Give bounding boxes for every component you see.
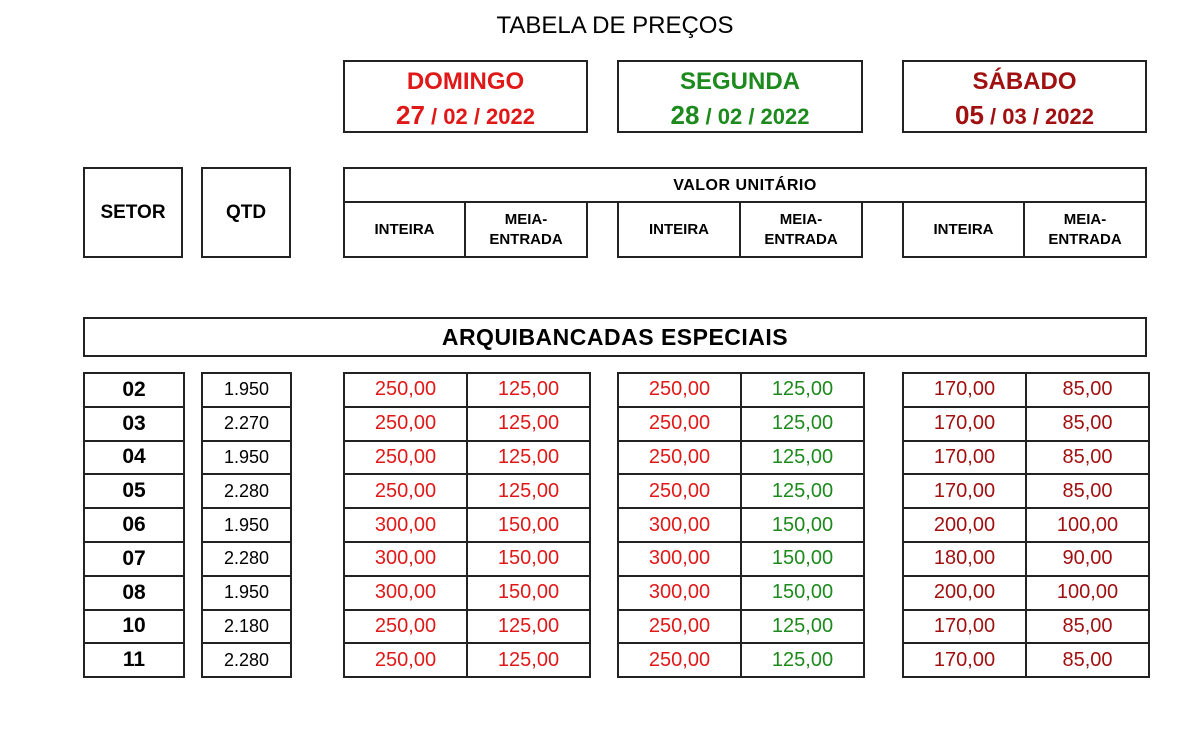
inteira-price-cell: 250,00: [618, 643, 741, 677]
table-row: [202, 474, 291, 508]
meia-price-cell: 85,00: [1026, 373, 1149, 407]
table-row: [84, 474, 184, 508]
meia-price-cell: 100,00: [1026, 576, 1149, 610]
table-row: [344, 576, 590, 610]
setor-cell: 04: [84, 441, 184, 475]
inteira-price-cell: 250,00: [618, 610, 741, 644]
setor-header: SETOR: [83, 167, 183, 258]
col-headers-domingo: [343, 201, 588, 258]
table-row: [344, 542, 590, 576]
table-row: [202, 610, 291, 644]
table-row: [903, 441, 1149, 475]
table-row: [618, 576, 864, 610]
date-box-sabado: [902, 60, 1147, 133]
meia-price-cell: 85,00: [1026, 610, 1149, 644]
table-row: [202, 576, 291, 610]
meia-price-cell: 125,00: [467, 474, 590, 508]
meia-price-cell: 150,00: [741, 542, 864, 576]
table-row: [903, 576, 1149, 610]
meia-price-cell: 150,00: [467, 576, 590, 610]
meia-price-cell: 125,00: [741, 643, 864, 677]
table-row: [202, 643, 291, 677]
meia-entrada-header: MEIA- ENTRADA: [489, 210, 563, 248]
table-row: [618, 542, 864, 576]
inteira-price-cell: 250,00: [344, 643, 467, 677]
qtd-cell: 1.950: [202, 508, 291, 542]
meia-entrada-header: MEIA- ENTRADA: [764, 210, 838, 248]
table-row: [344, 508, 590, 542]
table-row: [202, 407, 291, 441]
table-row: [202, 542, 291, 576]
table-row: [202, 441, 291, 475]
qtd-cell: 2.280: [202, 542, 291, 576]
meia-price-cell: 85,00: [1026, 441, 1149, 475]
inteira-price-cell: 250,00: [344, 373, 467, 407]
inteira-price-cell: 200,00: [903, 576, 1026, 610]
inteira-price-cell: 300,00: [618, 542, 741, 576]
inteira-header: INTEIRA: [904, 203, 1025, 256]
day-date: 27 / 02 / 2022: [395, 100, 535, 130]
inteira-price-cell: 170,00: [903, 441, 1026, 475]
inteira-price-cell: 250,00: [618, 474, 741, 508]
table-row: [84, 441, 184, 475]
table-row: [903, 474, 1149, 508]
qtd-cell: 1.950: [202, 373, 291, 407]
table-row: [903, 542, 1149, 576]
inteira-price-cell: 250,00: [344, 441, 467, 475]
inteira-price-cell: 250,00: [344, 610, 467, 644]
setor-cell: 06: [84, 508, 184, 542]
meia-price-cell: 125,00: [467, 643, 590, 677]
table-row: [618, 407, 864, 441]
inteira-price-cell: 170,00: [903, 373, 1026, 407]
meia-price-cell: 125,00: [467, 441, 590, 475]
meia-price-cell: 125,00: [467, 610, 590, 644]
setor-cell: 08: [84, 576, 184, 610]
meia-price-cell: 85,00: [1026, 643, 1149, 677]
qtd-cell: 2.280: [202, 643, 291, 677]
inteira-price-cell: 300,00: [344, 576, 467, 610]
qtd-cell: 2.280: [202, 474, 291, 508]
table-row: [903, 407, 1149, 441]
day-date: 05 / 03 / 2022: [954, 100, 1094, 130]
table-row: [344, 610, 590, 644]
table-row: [84, 373, 184, 407]
table-row: [84, 643, 184, 677]
day-name: DOMINGO: [406, 68, 525, 95]
day-name: SÁBADO: [972, 68, 1077, 95]
inteira-price-cell: 300,00: [618, 508, 741, 542]
inteira-header: INTEIRA: [619, 203, 741, 256]
table-row: [618, 643, 864, 677]
page-title: TABELA DE PREÇOS: [496, 12, 734, 39]
day-date: 28 / 02 / 2022: [670, 100, 810, 130]
meia-price-cell: 125,00: [741, 610, 864, 644]
setor-cell: 11: [84, 643, 184, 677]
day-name: SEGUNDA: [679, 68, 800, 95]
table-row: [344, 441, 590, 475]
table-row: [618, 373, 864, 407]
setor-cell: 02: [84, 373, 184, 407]
inteira-price-cell: 250,00: [344, 474, 467, 508]
table-row: [84, 542, 184, 576]
setor-cell: 07: [84, 542, 184, 576]
table-row: [84, 508, 184, 542]
table-row: [618, 508, 864, 542]
qtd-cell: 1.950: [202, 441, 291, 475]
date-box-domingo: [343, 60, 588, 133]
inteira-price-cell: 200,00: [903, 508, 1026, 542]
table-row: [84, 610, 184, 644]
table-row: [618, 474, 864, 508]
meia-price-cell: 150,00: [741, 508, 864, 542]
meia-price-cell: 125,00: [467, 407, 590, 441]
meia-price-cell: 150,00: [741, 576, 864, 610]
meia-price-cell: 150,00: [467, 508, 590, 542]
prices-sabado: [902, 372, 1150, 678]
table-row: [903, 610, 1149, 644]
meia-price-cell: 150,00: [467, 542, 590, 576]
table-row: [618, 441, 864, 475]
meia-price-cell: 125,00: [741, 474, 864, 508]
meia-price-cell: 125,00: [467, 373, 590, 407]
meia-price-cell: 125,00: [741, 373, 864, 407]
setor-cell: 05: [84, 474, 184, 508]
table-row: [344, 474, 590, 508]
date-box-segunda: [617, 60, 863, 133]
inteira-price-cell: 170,00: [903, 610, 1026, 644]
meia-price-cell: 100,00: [1026, 508, 1149, 542]
inteira-price-cell: 180,00: [903, 542, 1026, 576]
table-row: [344, 373, 590, 407]
meia-price-cell: 125,00: [741, 407, 864, 441]
table-row: [84, 407, 184, 441]
qtd-column: [201, 372, 292, 678]
table-row: [903, 373, 1149, 407]
prices-segunda: [617, 372, 865, 678]
section-title: ARQUIBANCADAS ESPECIAIS: [83, 317, 1147, 357]
meia-entrada-header: MEIA- ENTRADA: [1048, 210, 1122, 248]
table-row: [84, 576, 184, 610]
col-headers-sabado: [902, 201, 1147, 258]
meia-price-cell: 125,00: [741, 441, 864, 475]
inteira-price-cell: 170,00: [903, 474, 1026, 508]
inteira-price-cell: 250,00: [618, 373, 741, 407]
qtd-cell: 1.950: [202, 576, 291, 610]
qtd-cell: 2.270: [202, 407, 291, 441]
inteira-header: INTEIRA: [345, 203, 466, 256]
valor-unitario-header: VALOR UNITÁRIO: [343, 167, 1147, 203]
inteira-price-cell: 300,00: [344, 508, 467, 542]
inteira-price-cell: 170,00: [903, 643, 1026, 677]
prices-domingo: [343, 372, 591, 678]
table-row: [344, 643, 590, 677]
table-row: [903, 643, 1149, 677]
setor-cell: 10: [84, 610, 184, 644]
table-row: [344, 407, 590, 441]
meia-price-cell: 90,00: [1026, 542, 1149, 576]
table-row: [202, 373, 291, 407]
col-headers-segunda: [617, 201, 863, 258]
table-row: [618, 610, 864, 644]
setor-column: [83, 372, 185, 678]
inteira-price-cell: 170,00: [903, 407, 1026, 441]
table-row: [903, 508, 1149, 542]
meia-price-cell: 85,00: [1026, 474, 1149, 508]
inteira-price-cell: 300,00: [618, 576, 741, 610]
table-row: [202, 508, 291, 542]
setor-cell: 03: [84, 407, 184, 441]
qtd-cell: 2.180: [202, 610, 291, 644]
inteira-price-cell: 250,00: [618, 441, 741, 475]
inteira-price-cell: 250,00: [618, 407, 741, 441]
inteira-price-cell: 250,00: [344, 407, 467, 441]
inteira-price-cell: 300,00: [344, 542, 467, 576]
qtd-header: QTD: [201, 167, 291, 258]
meia-price-cell: 85,00: [1026, 407, 1149, 441]
